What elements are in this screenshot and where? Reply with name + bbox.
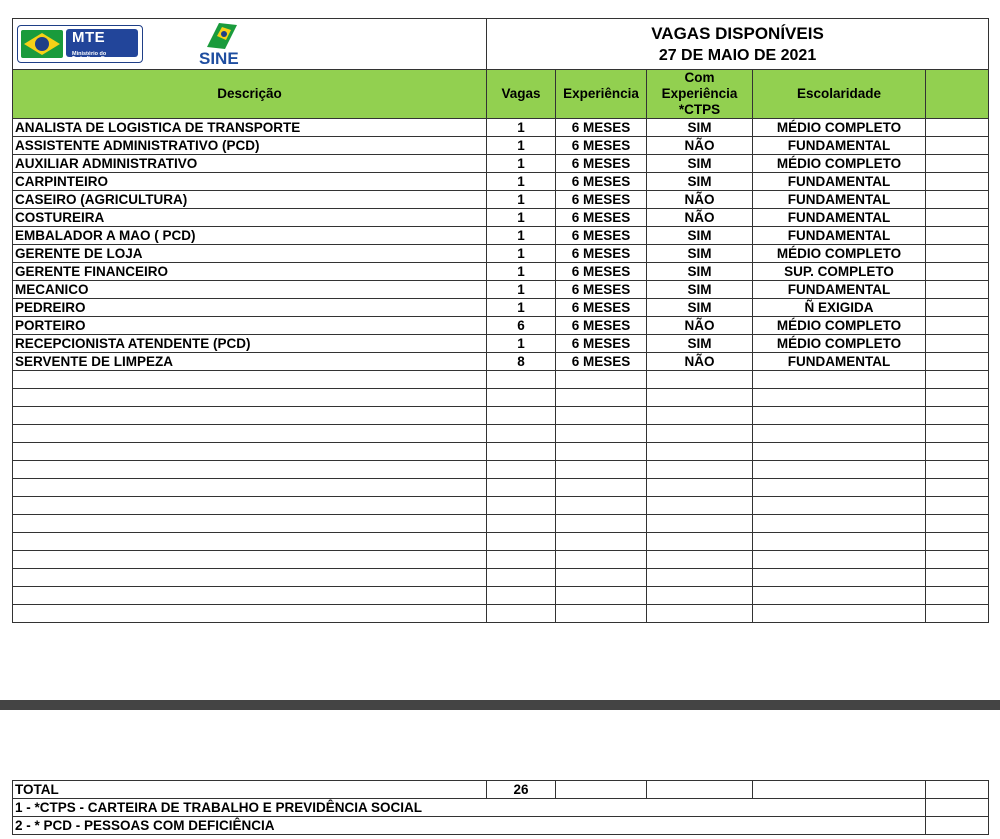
cell-blank xyxy=(926,245,989,263)
cell-descricao: SERVENTE DE LIMPEZA xyxy=(13,353,487,371)
empty-cell xyxy=(926,479,989,497)
empty-cell xyxy=(647,515,753,533)
empty-cell xyxy=(556,515,647,533)
empty-cell xyxy=(753,497,926,515)
empty-cell xyxy=(753,569,926,587)
cell-descricao: RECEPCIONISTA ATENDENTE (PCD) xyxy=(13,335,487,353)
empty-cell xyxy=(647,551,753,569)
empty-cell xyxy=(647,443,753,461)
cell-ctps: SIM xyxy=(647,281,753,299)
empty-cell xyxy=(926,407,989,425)
column-header-descricao: Descrição xyxy=(13,70,487,119)
cell-descricao: ASSISTENTE ADMINISTRATIVO (PCD) xyxy=(13,137,487,155)
empty-cell xyxy=(487,461,556,479)
empty-cell xyxy=(647,479,753,497)
empty-cell xyxy=(487,533,556,551)
empty-row xyxy=(13,551,989,569)
empty-cell xyxy=(487,425,556,443)
empty-cell xyxy=(556,389,647,407)
cell-vagas: 8 xyxy=(487,353,556,371)
empty-cell xyxy=(487,605,556,623)
table-row xyxy=(13,335,989,353)
page-date: 27 DE MAIO DE 2021 xyxy=(658,47,817,64)
cell-blank xyxy=(926,209,989,227)
table-row xyxy=(13,155,989,173)
cell-vagas: 1 xyxy=(487,245,556,263)
cell-escolaridade: Ñ EXIGIDA xyxy=(753,299,926,317)
cell-blank xyxy=(926,317,989,335)
column-header-blank xyxy=(926,70,989,119)
footer-table xyxy=(12,780,989,835)
cell-blank xyxy=(926,227,989,245)
note-row xyxy=(13,799,989,817)
empty-cell xyxy=(753,479,926,497)
empty-cell xyxy=(926,605,989,623)
cell-experiencia: 6 MESES xyxy=(556,281,647,299)
title-cell xyxy=(487,19,989,70)
cell-vagas: 6 xyxy=(487,317,556,335)
empty-cell xyxy=(556,533,647,551)
empty-cell xyxy=(753,515,926,533)
column-header-ctps-line2: Experiência xyxy=(661,86,738,101)
brazil-flag-icon xyxy=(21,30,63,58)
cell-vagas: 1 xyxy=(487,299,556,317)
table-row xyxy=(13,227,989,245)
empty-cell xyxy=(487,479,556,497)
empty-cell xyxy=(647,425,753,443)
page-divider xyxy=(0,700,1000,710)
cell-ctps: SIM xyxy=(647,119,753,137)
cell-experiencia: 6 MESES xyxy=(556,119,647,137)
empty-cell xyxy=(13,371,487,389)
table-row xyxy=(13,119,989,137)
cell-ctps: SIM xyxy=(647,335,753,353)
empty-cell xyxy=(13,407,487,425)
cell-ctps: SIM xyxy=(647,245,753,263)
empty-row xyxy=(13,371,989,389)
empty-cell xyxy=(556,587,647,605)
empty-cell xyxy=(13,605,487,623)
cell-vagas: 1 xyxy=(487,209,556,227)
empty-row xyxy=(13,389,989,407)
cell-blank xyxy=(926,299,989,317)
cell-ctps: SIM xyxy=(647,299,753,317)
empty-row xyxy=(13,461,989,479)
empty-cell xyxy=(556,479,647,497)
table-row xyxy=(13,353,989,371)
empty-cell xyxy=(647,461,753,479)
empty-cell xyxy=(753,551,926,569)
cell-escolaridade: MÉDIO COMPLETO xyxy=(753,155,926,173)
column-header-ctps-line1: Com xyxy=(684,70,715,85)
cell-vagas: 1 xyxy=(487,119,556,137)
total-blank xyxy=(647,781,753,799)
empty-cell xyxy=(556,407,647,425)
cell-escolaridade: SUP. COMPLETO xyxy=(753,263,926,281)
empty-row xyxy=(13,533,989,551)
empty-cell xyxy=(556,605,647,623)
total-blank xyxy=(926,781,989,799)
table-row xyxy=(13,191,989,209)
empty-cell xyxy=(556,551,647,569)
cell-vagas: 1 xyxy=(487,173,556,191)
cell-vagas: 1 xyxy=(487,137,556,155)
column-header-ctps-line3: *CTPS xyxy=(678,102,721,117)
cell-escolaridade: FUNDAMENTAL xyxy=(753,209,926,227)
cell-escolaridade: MÉDIO COMPLETO xyxy=(753,335,926,353)
table-row xyxy=(13,245,989,263)
cell-descricao: CARPINTEIRO xyxy=(13,173,487,191)
footer-sheet xyxy=(12,780,988,835)
logo-title-row xyxy=(13,19,989,70)
cell-blank xyxy=(926,137,989,155)
cell-vagas: 1 xyxy=(487,191,556,209)
cell-escolaridade: FUNDAMENTAL xyxy=(753,281,926,299)
empty-cell xyxy=(487,551,556,569)
empty-cell xyxy=(647,533,753,551)
empty-row xyxy=(13,569,989,587)
empty-cell xyxy=(926,515,989,533)
empty-cell xyxy=(13,479,487,497)
cell-descricao: CASEIRO (AGRICULTURA) xyxy=(13,191,487,209)
total-blank xyxy=(753,781,926,799)
empty-cell xyxy=(753,425,926,443)
cell-blank xyxy=(926,173,989,191)
cell-descricao: GERENTE DE LOJA xyxy=(13,245,487,263)
empty-cell xyxy=(13,551,487,569)
cell-escolaridade: MÉDIO COMPLETO xyxy=(753,245,926,263)
note-row xyxy=(13,817,989,835)
cell-blank xyxy=(926,353,989,371)
total-row xyxy=(13,781,989,799)
empty-cell xyxy=(647,569,753,587)
empty-cell xyxy=(487,407,556,425)
empty-cell xyxy=(13,461,487,479)
cell-escolaridade: FUNDAMENTAL xyxy=(753,353,926,371)
cell-experiencia: 6 MESES xyxy=(556,227,647,245)
table-row xyxy=(13,209,989,227)
empty-cell xyxy=(556,425,647,443)
mte-logo-subtitle: Ministério do xyxy=(72,51,107,57)
cell-experiencia: 6 MESES xyxy=(556,173,647,191)
page-title: VAGAS DISPONÍVEIS xyxy=(651,24,824,43)
empty-cell xyxy=(647,389,753,407)
column-header-escolaridade: Escolaridade xyxy=(753,70,926,119)
cell-experiencia: 6 MESES xyxy=(556,245,647,263)
empty-row xyxy=(13,407,989,425)
empty-cell xyxy=(753,407,926,425)
empty-row xyxy=(13,587,989,605)
column-header-row xyxy=(13,70,989,119)
vacancies-sheet xyxy=(12,18,988,623)
cell-vagas: 1 xyxy=(487,263,556,281)
cell-experiencia: 6 MESES xyxy=(556,209,647,227)
empty-cell xyxy=(647,587,753,605)
empty-cell xyxy=(556,443,647,461)
cell-vagas: 1 xyxy=(487,227,556,245)
empty-cell xyxy=(556,461,647,479)
empty-cell xyxy=(487,497,556,515)
empty-cell xyxy=(556,497,647,515)
empty-cell xyxy=(926,587,989,605)
empty-cell xyxy=(753,605,926,623)
empty-cell xyxy=(487,587,556,605)
empty-cell xyxy=(556,371,647,389)
empty-cell xyxy=(926,497,989,515)
cell-ctps: SIM xyxy=(647,155,753,173)
empty-cell xyxy=(926,425,989,443)
empty-cell xyxy=(647,605,753,623)
empty-cell xyxy=(13,569,487,587)
empty-cell xyxy=(487,515,556,533)
table-row xyxy=(13,263,989,281)
empty-cell xyxy=(926,371,989,389)
empty-cell xyxy=(487,371,556,389)
mte-logo-subtitle: Trabalho e Emprego xyxy=(72,56,125,62)
cell-descricao: MECANICO xyxy=(13,281,487,299)
cell-ctps: NÃO xyxy=(647,353,753,371)
cell-descricao: PEDREIRO xyxy=(13,299,487,317)
empty-cell xyxy=(647,371,753,389)
empty-cell xyxy=(13,515,487,533)
empty-row xyxy=(13,479,989,497)
cell-experiencia: 6 MESES xyxy=(556,317,647,335)
cell-escolaridade: FUNDAMENTAL xyxy=(753,173,926,191)
empty-cell xyxy=(556,569,647,587)
column-header-ctps xyxy=(647,70,753,119)
cell-vagas: 1 xyxy=(487,281,556,299)
note-blank xyxy=(926,799,989,817)
column-header-experiencia: Experiência xyxy=(556,70,647,119)
cell-experiencia: 6 MESES xyxy=(556,299,647,317)
empty-row xyxy=(13,443,989,461)
empty-cell xyxy=(926,551,989,569)
empty-cell xyxy=(647,407,753,425)
cell-blank xyxy=(926,335,989,353)
empty-cell xyxy=(926,443,989,461)
empty-cell xyxy=(926,533,989,551)
empty-cell xyxy=(753,443,926,461)
cell-vagas: 1 xyxy=(487,335,556,353)
empty-row xyxy=(13,425,989,443)
empty-row xyxy=(13,515,989,533)
empty-cell xyxy=(926,569,989,587)
cell-escolaridade: FUNDAMENTAL xyxy=(753,227,926,245)
total-blank xyxy=(556,781,647,799)
cell-escolaridade: MÉDIO COMPLETO xyxy=(753,317,926,335)
cell-descricao: AUXILIAR ADMINISTRATIVO xyxy=(13,155,487,173)
footnote-pcd: 2 - * PCD - PESSOAS COM DEFICIÊNCIA xyxy=(13,817,926,835)
cell-vagas: 1 xyxy=(487,155,556,173)
empty-cell xyxy=(13,533,487,551)
cell-descricao: PORTEIRO xyxy=(13,317,487,335)
cell-escolaridade: FUNDAMENTAL xyxy=(753,137,926,155)
cell-escolaridade: MÉDIO COMPLETO xyxy=(753,119,926,137)
empty-cell xyxy=(13,389,487,407)
logo-cell xyxy=(13,19,487,70)
table-row xyxy=(13,137,989,155)
table-row xyxy=(13,317,989,335)
mte-logo-text: MTE xyxy=(72,29,106,46)
table-row xyxy=(13,173,989,191)
cell-ctps: SIM xyxy=(647,263,753,281)
empty-cell xyxy=(926,461,989,479)
cell-blank xyxy=(926,191,989,209)
empty-cell xyxy=(753,587,926,605)
sine-flag-icon xyxy=(205,21,239,51)
cell-blank xyxy=(926,155,989,173)
cell-escolaridade: FUNDAMENTAL xyxy=(753,191,926,209)
cell-experiencia: 6 MESES xyxy=(556,137,647,155)
cell-ctps: NÃO xyxy=(647,209,753,227)
empty-cell xyxy=(753,371,926,389)
empty-cell xyxy=(647,497,753,515)
cell-experiencia: 6 MESES xyxy=(556,263,647,281)
empty-cell xyxy=(13,587,487,605)
sine-logo xyxy=(199,21,249,69)
total-label: TOTAL xyxy=(13,781,487,799)
sine-logo-text: SINE xyxy=(199,49,239,68)
empty-cell xyxy=(753,533,926,551)
empty-cell xyxy=(487,569,556,587)
note-blank xyxy=(926,817,989,835)
empty-cell xyxy=(487,443,556,461)
cell-experiencia: 6 MESES xyxy=(556,353,647,371)
footnote-ctps: 1 - *CTPS - CARTEIRA DE TRABALHO E PREVIDÊNCIA SOCIAL xyxy=(13,799,926,817)
cell-experiencia: 6 MESES xyxy=(556,335,647,353)
vacancies-table xyxy=(12,18,989,623)
empty-cell xyxy=(13,425,487,443)
empty-cell xyxy=(487,389,556,407)
empty-cell xyxy=(13,443,487,461)
table-row xyxy=(13,281,989,299)
column-header-vagas: Vagas xyxy=(487,70,556,119)
empty-cell xyxy=(13,497,487,515)
cell-ctps: SIM xyxy=(647,227,753,245)
cell-experiencia: 6 MESES xyxy=(556,155,647,173)
mte-logo xyxy=(17,25,143,63)
cell-descricao: GERENTE FINANCEIRO xyxy=(13,263,487,281)
table-row xyxy=(13,299,989,317)
cell-blank xyxy=(926,281,989,299)
cell-ctps: NÃO xyxy=(647,317,753,335)
cell-descricao: ANALISTA DE LOGISTICA DE TRANSPORTE xyxy=(13,119,487,137)
cell-descricao: EMBALADOR A MAO ( PCD) xyxy=(13,227,487,245)
cell-blank xyxy=(926,119,989,137)
cell-ctps: NÃO xyxy=(647,137,753,155)
cell-experiencia: 6 MESES xyxy=(556,191,647,209)
cell-ctps: NÃO xyxy=(647,191,753,209)
cell-descricao: COSTUREIRA xyxy=(13,209,487,227)
cell-blank xyxy=(926,263,989,281)
empty-cell xyxy=(926,389,989,407)
empty-row xyxy=(13,605,989,623)
empty-cell xyxy=(753,389,926,407)
empty-row xyxy=(13,497,989,515)
empty-cell xyxy=(753,461,926,479)
cell-ctps: SIM xyxy=(647,173,753,191)
total-value: 26 xyxy=(487,781,556,799)
